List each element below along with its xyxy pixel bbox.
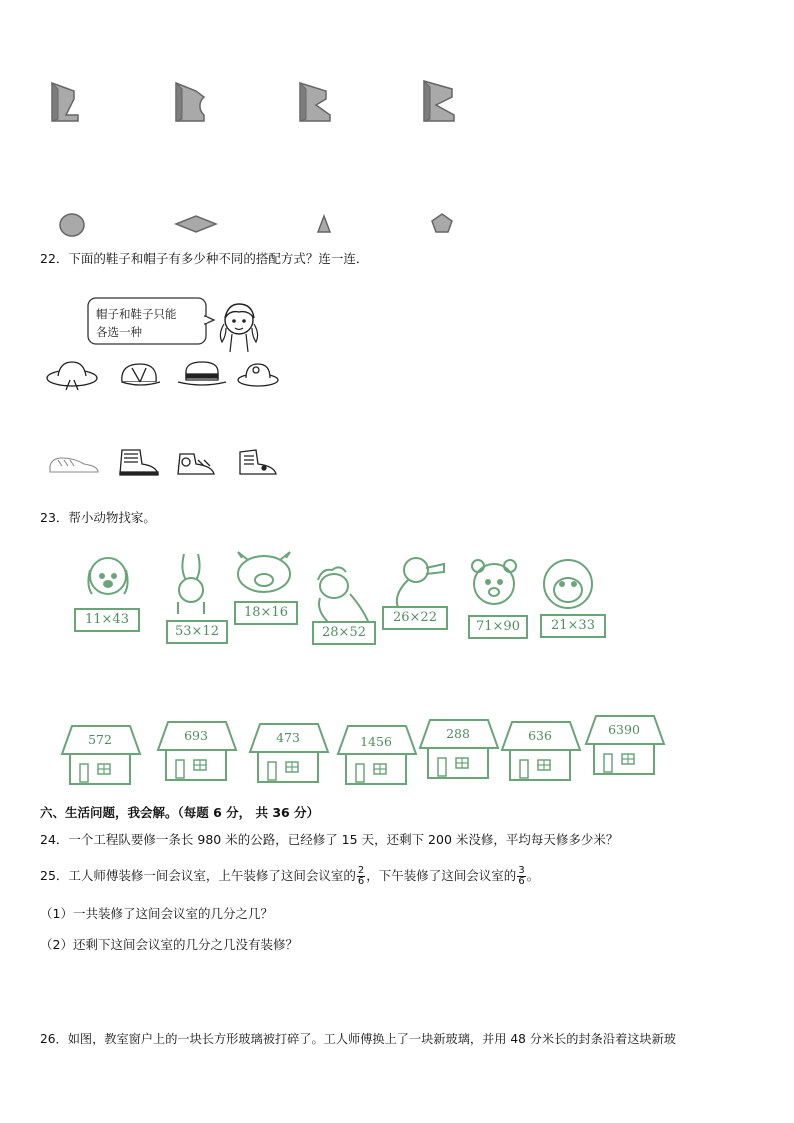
- diamond-shape: [176, 216, 216, 232]
- question-25-part-1: （1）一共装修了这间会议室的几分之几？: [40, 906, 273, 921]
- animal-card-3: 18×16: [234, 601, 298, 625]
- hats-row: [44, 358, 284, 394]
- bear-icon: [472, 560, 516, 604]
- q25-text-c: 。: [526, 868, 540, 883]
- animal-card-6: 71×90: [468, 615, 528, 639]
- pig-icon: [238, 552, 290, 592]
- bubble-line-2: 各选一种: [96, 325, 142, 339]
- house-icon: [334, 722, 418, 786]
- house-5: [416, 716, 500, 780]
- house-number: 636: [528, 728, 552, 743]
- shoes-row: [44, 446, 284, 480]
- animal-card-4: 28×52: [312, 621, 376, 645]
- folded-card-shape-3: [300, 83, 330, 121]
- house-2: [154, 718, 238, 782]
- animal-card-2: 53×12: [166, 620, 228, 644]
- animal-card-7: 21×33: [540, 614, 606, 638]
- high-top-shoe-icon: [178, 454, 214, 474]
- house-1: [58, 722, 142, 786]
- question-25-part-2: （2）还剩下这间会议室的几分之几没有装修？: [40, 937, 298, 952]
- section-6-title: 六、生活问题，我会解。（每题 6 分， 共 36 分）: [40, 805, 320, 820]
- question-25: [40, 866, 539, 887]
- animal-card-5: 26×22: [382, 606, 448, 630]
- houses-row: [58, 716, 668, 786]
- folded-shapes-row: [40, 75, 480, 135]
- bubble-line-1: 帽子和鞋子只能: [96, 307, 177, 321]
- house-6: [498, 718, 582, 782]
- flower-hat-icon: [238, 364, 278, 386]
- animal-card-1: 11×43: [74, 608, 140, 632]
- sun-hat-icon: [47, 362, 97, 390]
- running-shoe-icon: [240, 450, 276, 474]
- house-number: 288: [446, 726, 470, 741]
- goat-icon: [318, 567, 370, 626]
- monkey-icon: [544, 560, 592, 608]
- fraction-numerator: 2: [357, 865, 365, 876]
- basic-shapes-row: [40, 208, 480, 242]
- circle-shape: [60, 214, 84, 236]
- house-4: [334, 722, 418, 786]
- folded-card-shape-4: [424, 81, 454, 121]
- house-3: [246, 720, 330, 784]
- house-number: 473: [276, 730, 300, 745]
- folded-card-shape-1: [52, 83, 78, 121]
- house-number: 572: [88, 732, 112, 747]
- folded-card-shape-2: [176, 83, 204, 121]
- cap-icon: [122, 364, 160, 385]
- question-23: 23．帮小动物找家。: [40, 510, 156, 525]
- question-24: 24．一个工程队要修一条长 980 米的公路，已经修了 15 天，还剩下 200 米没修，平均每天修多少米？: [40, 832, 619, 847]
- q25-text-b: ，下午装修了这间会议室的: [366, 868, 517, 883]
- fraction-denominator: 6: [357, 876, 365, 887]
- sneaker-icon: [50, 458, 98, 472]
- fraction-denominator: 6: [518, 876, 525, 887]
- question-22: 22．下面的鞋子和帽子有多少种不同的搭配方式？连一连．: [40, 251, 369, 266]
- q25-text-a: 25．工人师傅装修一间会议室，上午装修了这间会议室的: [40, 868, 356, 883]
- fraction-2-6: [357, 866, 365, 887]
- girl-icon: [214, 296, 264, 354]
- question-26: 26．如图，教室窗户上的一块长方形玻璃被打碎了。工人师傅换上了一块新玻璃，并用 48 分米长的封条沿着这块新玻: [40, 1032, 676, 1046]
- boot-icon: [120, 450, 158, 475]
- pentagon-shape: [432, 214, 452, 232]
- fraction-3-6: [517, 866, 525, 887]
- dog-icon: [88, 558, 127, 594]
- house-number: 1456: [360, 734, 392, 749]
- rabbit-icon: [178, 554, 204, 614]
- house-number: 6390: [608, 722, 640, 737]
- triangle-shape: [318, 216, 330, 232]
- fraction-numerator: 3: [518, 865, 525, 876]
- house-7: [582, 712, 666, 776]
- house-number: 693: [184, 728, 208, 743]
- bowler-hat-icon: [178, 362, 226, 385]
